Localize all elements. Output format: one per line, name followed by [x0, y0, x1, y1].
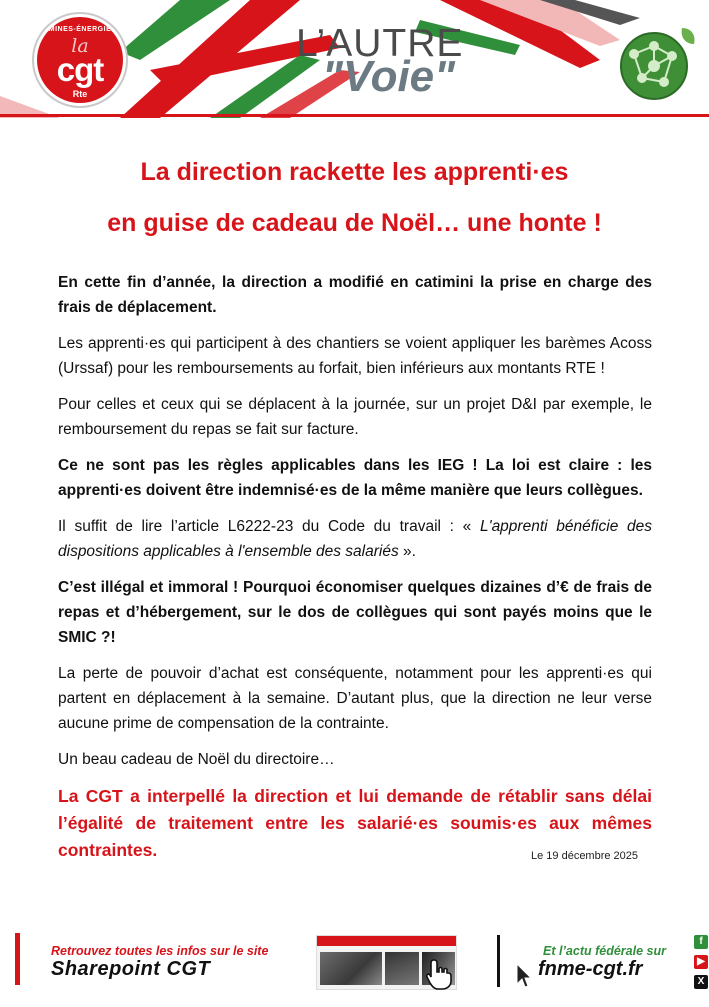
thumbnail-image-2	[385, 952, 419, 985]
headline-line-1: La direction rackette les apprenti·es	[140, 158, 569, 186]
headline-line-2: en guise de cadeau de Noël… une honte !	[107, 209, 602, 237]
green-globe-icon	[612, 22, 700, 110]
paragraph-intro: En cette fin d’année, la direction a modifié en catimini la prise en charge des frais de déplacement.	[58, 274, 652, 316]
paragraph-acoss: Les apprenti·es qui participent à des chantiers se voient appliquer les barèmes Acoss (Urssaf) pour les remboursements au forfait, bien inférieurs aux montants RTE !	[58, 335, 652, 377]
youtube-icon[interactable]: ▶	[694, 955, 708, 969]
footer-federal-intro: Et l’actu fédérale sur	[543, 944, 666, 958]
article-suffix: ».	[398, 543, 416, 560]
footer-sharepoint-intro: Retrouvez toutes les infos sur le site	[51, 944, 269, 958]
header-banner	[0, 0, 709, 118]
thumbnail-image-1	[320, 952, 382, 985]
footer-sharepoint-link[interactable]: Sharepoint CGT	[51, 958, 211, 980]
paragraph-demand: La CGT a interpellé la direction et lui demande de rétablir sans délai l’égalité de traitement entre les salarié·es soumis·es aux mêmes contraintes.	[58, 786, 652, 860]
paragraph-cadeau: Un beau cadeau de Noël du directoire…	[58, 751, 335, 768]
logo-cgt-text: cgt	[56, 51, 104, 88]
paragraph-repas: Pour celles et ceux qui se déplacent à la journée, sur un projet D&I par exemple, le remboursement du repas se fait sur facture.	[58, 396, 652, 438]
article-body	[58, 270, 652, 875]
facebook-icon[interactable]: f	[694, 935, 708, 949]
x-twitter-icon[interactable]: X	[694, 975, 708, 989]
paragraph-article	[58, 514, 652, 564]
footer-middle-bar	[497, 935, 500, 987]
logo-la-text: la	[71, 35, 89, 57]
paragraph-ieg: Ce ne sont pas les règles applicables dans les IEG ! La loi est claire : les apprenti·es doivent être indemnisé·es de la même manière que leurs collègues.	[58, 457, 652, 499]
article-quote: L'apprenti bénéficie des dispositions applicables à l'ensemble des salariés	[58, 518, 652, 560]
paragraph-pouvoir-achat: La perte de pouvoir d’achat est conséquente, notamment pour les apprenti·es qui partent en déplacement à la semaine. D’autant plus, que la direction ne leur verse aucune prime de compensation de la contrainte.	[58, 665, 652, 732]
publication-date: Le 19 décembre 2025	[531, 850, 639, 862]
paragraph-illegal: C’est illégal et immoral ! Pourquoi économiser quelques dizaines d’€ de frais de repas et d’hébergement, sur le dos de collègues qui sont payés moins que le SMIC ?!	[58, 579, 652, 646]
footer-fnme-link[interactable]: fnme-cgt.fr	[538, 958, 643, 980]
pointer-hand-icon	[425, 958, 453, 990]
cgt-logo	[34, 14, 126, 106]
mouse-cursor-icon	[515, 963, 533, 989]
header-divider	[0, 114, 709, 117]
banner-title-voie: "Voie"	[322, 52, 456, 101]
thumbnail-red-bar	[317, 936, 456, 946]
logo-arc-text: MINES-ÉNERGIE	[48, 26, 112, 33]
footer-left-bar	[15, 933, 20, 985]
banner-title-autre: L’AUTRE	[296, 22, 464, 65]
logo-rte-text: Rte	[72, 89, 88, 99]
article-prefix: Il suffit de lire l’article L6222-23 du Code du travail : «	[58, 518, 480, 535]
